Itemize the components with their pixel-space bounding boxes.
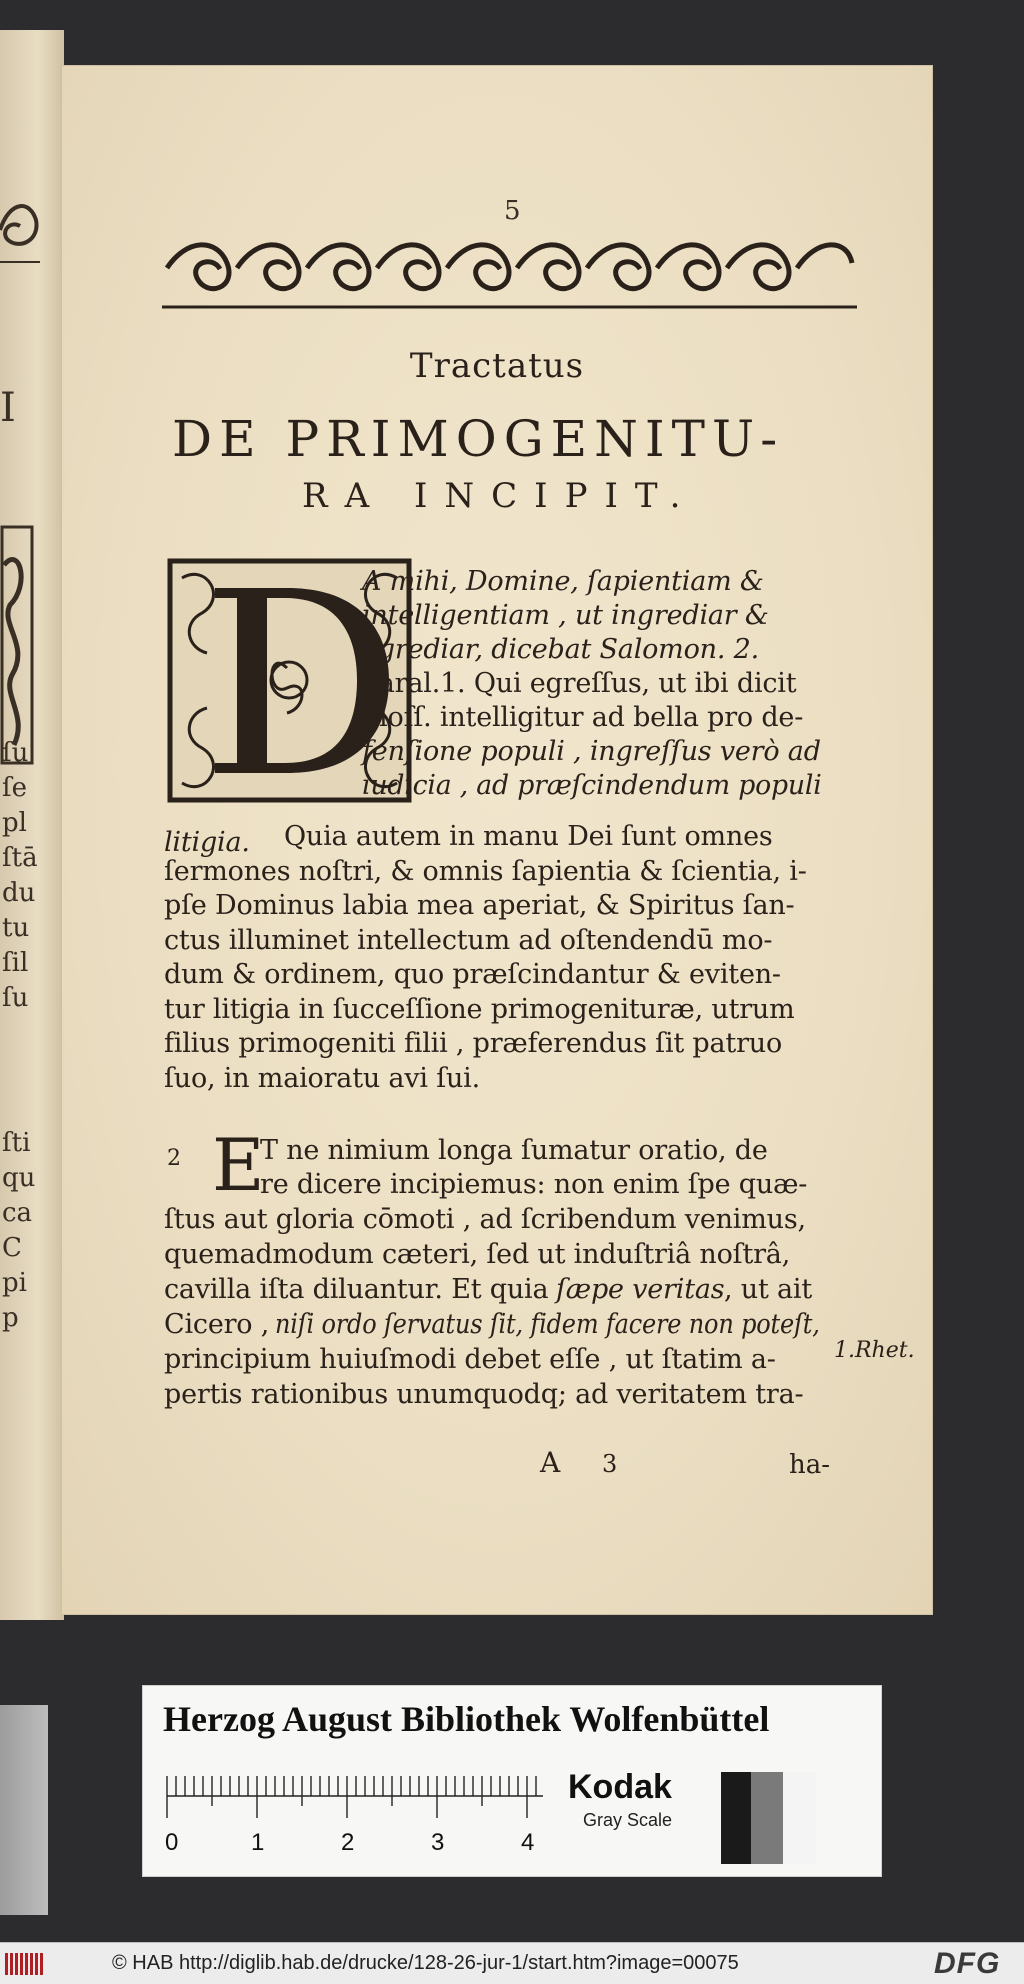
body-line: cavilla iſta diluantur. Et quia (164, 1274, 549, 1305)
initial-side-line: intelligentiam , ut ingrediar & (362, 600, 769, 631)
swatch-mid (751, 1772, 783, 1864)
catchword: ha- (789, 1450, 831, 1480)
prev-page-initial-fragment (0, 525, 34, 768)
body-line: principium huiuſmodi debet eſſe , ut ſtatim a- (164, 1344, 776, 1375)
paragraph-2-initial: E (212, 1123, 265, 1207)
body-line: T ne nimium longa ſumatur oratio, de (260, 1135, 768, 1166)
scanner-edge (0, 1705, 48, 1915)
gray-swatches (721, 1772, 816, 1864)
prev-page-fragment: ſu (2, 738, 29, 768)
prev-page-capital: I (0, 385, 16, 431)
prev-page-fragment: ſu (2, 983, 29, 1013)
initial-side-line: Paral.1. Qui egreſſus, ut ibi dicit (362, 668, 797, 699)
prev-page-fragment: du (2, 878, 36, 908)
body-line: ſermones noſtri, & omnis ſapientia & ſcientia, i- (164, 855, 807, 887)
ruler-label: 4 (521, 1829, 535, 1856)
book-page (62, 66, 932, 1614)
body-line-italic: ſæpe veritas (556, 1274, 725, 1305)
body-line: Quia autem in manu Dei ſunt omnes (284, 821, 773, 852)
body-line-italic: niſi ordo ſervatus ſit, fidem facere non poteſt, (275, 1309, 820, 1340)
body-line: filius primogeniti filii , præferendus ſit patruo (164, 1028, 783, 1059)
body-line: ctus illuminet intellectum ad oſtendendū mo- (164, 924, 773, 956)
footer-bar (0, 1942, 1024, 1984)
prev-page-fragment: qu (2, 1163, 36, 1193)
drop-initial-letter: D (167, 558, 168, 559)
previous-page-edge (0, 30, 64, 1620)
prev-page-fragment: tu (2, 913, 30, 943)
color-target-card (142, 1685, 882, 1877)
header-ornament-band (162, 233, 857, 311)
initial-side-line: fenſione populi , ingreſſus verò ad (362, 736, 821, 767)
body-line: ſtus aut gloria cōmoti , ad ſcribendum venimus, (164, 1204, 806, 1235)
prev-page-fragment: pl (2, 808, 27, 838)
kodak-brand: Kodak (568, 1768, 672, 1806)
body-line: pſe Dominus labia mea aperiat, & Spiritus ſan- (164, 890, 795, 921)
prev-page-fragment: ſtā (2, 843, 38, 873)
library-name: Herzog August Bibliothek Wolfenbüttel (163, 1699, 770, 1739)
swatch-light (783, 1772, 816, 1864)
ruler-label: 0 (165, 1829, 179, 1856)
title-tractatus: Tractatus (409, 346, 585, 386)
ruler-label: 1 (251, 1829, 265, 1856)
prev-page-fragment: ſil (2, 948, 29, 978)
initial-side-line: gloſſ. intelligitur ad bella pro de- (362, 702, 804, 733)
body-line: quemadmodum cæteri, ſed ut induſtriâ noſtrâ, (164, 1239, 791, 1270)
prev-page-fragment: ſe (2, 773, 28, 803)
prev-page-fragment: C (2, 1233, 22, 1263)
body-line: re dicere incipiemus: non enim ſpe quæ- (260, 1169, 808, 1200)
body-line: , ut ait (724, 1274, 812, 1305)
prev-page-fragment: ſti (2, 1128, 31, 1158)
paragraph-2-number: 2 (167, 1146, 181, 1171)
body-line: dum & ordinem, quo præſcindantur & eviten- (164, 959, 781, 990)
body-line: pertis rationibus unumquodq; ad veritatem tra- (164, 1379, 804, 1410)
gray-scale-label: Gray Scale (583, 1810, 673, 1830)
title-main: DE PRIMOGENITU- (172, 410, 785, 468)
marginal-note: 1.Rhet. (834, 1338, 915, 1363)
ruler-label: 3 (431, 1829, 445, 1856)
prev-page-fragment: p (2, 1303, 19, 1333)
prev-page-ornament (0, 190, 40, 270)
signature-mark-letter: A (540, 1446, 561, 1479)
hab-logo-icon (4, 1951, 48, 1977)
title-incipit: RA INCIPIT. (302, 476, 698, 516)
initial-side-line: iudicia , ad præſcindendum populi (362, 770, 822, 801)
initial-side-line: egrediar, dicebat Salomon. 2. (362, 634, 759, 665)
copyright-url: © HAB http://diglib.hab.de/drucke/128-26-jur-1/start.htm?image=00075 (112, 1952, 739, 1974)
ruler-label: 2 (341, 1829, 355, 1856)
body-line: ſuo, in maioratu avi ſui. (164, 1062, 480, 1094)
measurement-ruler (165, 1768, 545, 1858)
initial-side-line: A mihi, Domine, ſapientiam & (362, 566, 764, 597)
body-line: tur litigia in ſucceſſione primogenituræ, utrum (164, 993, 795, 1025)
dfg-logo: DFG (934, 1947, 1001, 1980)
body-line: litigia. (164, 827, 250, 858)
body-line: Cicero , (164, 1309, 270, 1340)
swatch-dark (721, 1772, 751, 1864)
prev-page-fragment: pi (2, 1268, 27, 1298)
signature-mark-number: 3 (602, 1450, 618, 1478)
page-number: 5 (504, 196, 521, 226)
prev-page-fragment: ca (2, 1198, 33, 1228)
